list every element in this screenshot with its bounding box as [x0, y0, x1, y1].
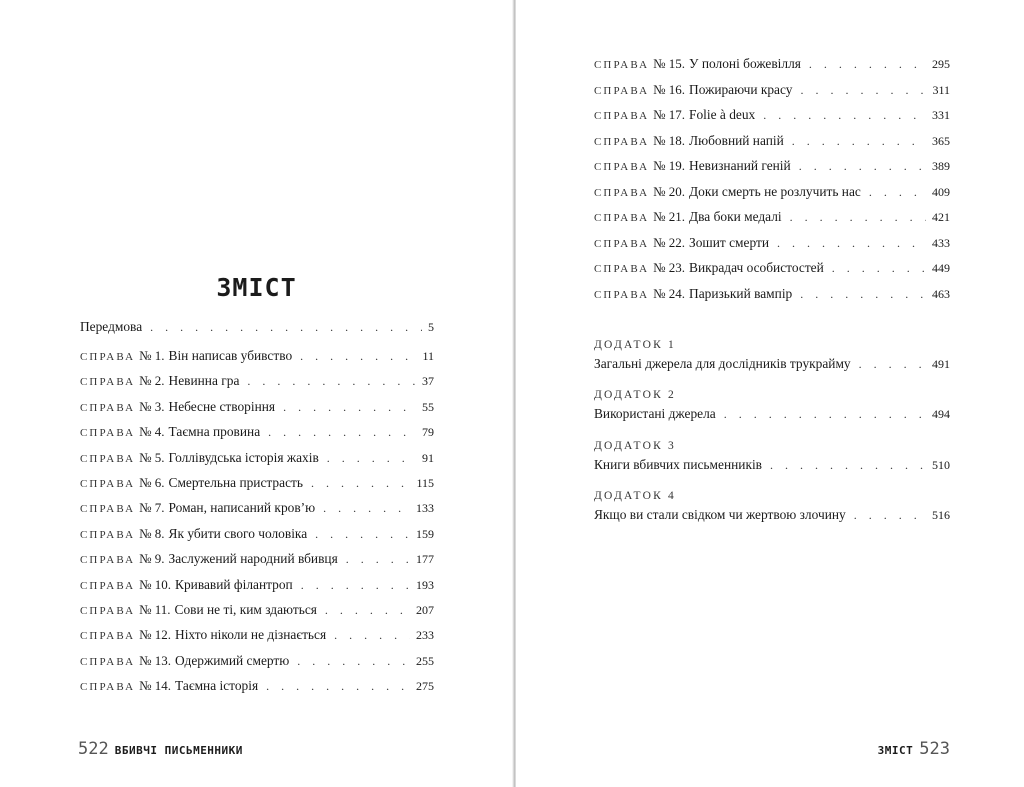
entry-page: 37 [422, 374, 434, 389]
case-label: СПРАВА [80, 427, 136, 440]
page-number: 523 [919, 739, 950, 759]
case-label: СПРАВА [80, 351, 136, 363]
entry-page: 491 [932, 357, 950, 371]
right-footer [878, 738, 950, 760]
entry-title: Невизнаний геній [689, 158, 791, 173]
case-number: № 13. [139, 652, 172, 668]
case-label: СПРАВА [594, 161, 650, 173]
dot-leader [724, 404, 926, 424]
case-label: СПРАВА [594, 263, 650, 275]
case-label: СПРАВА [80, 655, 136, 668]
running-head: ЗМІСТ [877, 744, 914, 757]
dot-leader [799, 156, 926, 176]
appendix-label: ДОДАТОК 2 [594, 389, 676, 402]
dot-leader [763, 105, 926, 125]
toc-entry-appendix[interactable] [594, 354, 950, 374]
case-label: СПРАВА [80, 605, 136, 617]
toc-entry-case[interactable] [594, 54, 950, 74]
entry-title: Пожираючи красу [689, 81, 793, 97]
entry-title: Викрадач особистостей [689, 260, 824, 275]
entry-title: Небесне створіння [168, 398, 276, 414]
entry-page: 421 [932, 210, 950, 224]
entry-title: Сови не ті, ким здаються [174, 602, 317, 617]
case-label: СПРАВА [594, 212, 650, 224]
case-label: СПРАВА [80, 452, 136, 465]
entry-page: 11 [422, 349, 434, 363]
case-label: СПРАВА [80, 401, 136, 414]
case-label: СПРАВА [80, 503, 136, 516]
toc-entry-case[interactable] [594, 258, 950, 278]
case-number: № 15. [653, 56, 686, 71]
toc-entry-case[interactable] [594, 182, 950, 202]
entry-title: Таємна історія [175, 678, 259, 694]
case-number: № 5. [139, 449, 165, 465]
entry-title: Кривавий філантроп [175, 576, 293, 592]
toc-entry-appendix[interactable] [594, 404, 950, 424]
case-number: № 21. [653, 209, 686, 224]
entry-title: Доки смерть не розлучить нас [689, 183, 861, 199]
case-label: СПРАВА [594, 84, 650, 97]
case-label: СПРАВА [80, 681, 136, 694]
entry-page: 91 [422, 450, 434, 465]
toc-entry-case[interactable] [594, 105, 950, 125]
dot-leader [800, 284, 926, 304]
entry-title: Використані джерела [594, 406, 716, 422]
case-label: СПРАВА [80, 528, 136, 541]
case-label: СПРАВА [594, 186, 650, 199]
entry-page: 275 [416, 679, 434, 694]
entry-title: Таємна провина [168, 424, 261, 440]
dot-leader [854, 505, 926, 525]
entry-page: 233 [416, 628, 434, 643]
case-number: № 4. [139, 424, 165, 440]
entry-page: 311 [932, 82, 950, 97]
entry-page: 516 [932, 507, 950, 522]
entry-page: 159 [416, 526, 434, 541]
case-label: СПРАВА [594, 237, 650, 250]
entry-page: 389 [932, 159, 950, 173]
toc-entry-case[interactable] [594, 284, 950, 304]
entry-page: 365 [932, 133, 950, 148]
case-label: СПРАВА [80, 554, 136, 567]
case-number: № 3. [139, 398, 165, 414]
appendix-label: ДОДАТОК 3 [594, 439, 676, 452]
appendix-label: ДОДАТОК 1 [594, 339, 676, 351]
dot-leader [770, 455, 926, 475]
entry-title: Книги вбивчих письменників [594, 456, 762, 472]
entry-page: 5 [428, 320, 434, 334]
dot-leader [800, 80, 926, 100]
entry-page: 331 [932, 108, 950, 122]
case-label: СПРАВА [80, 579, 136, 592]
entry-page: 115 [416, 476, 434, 490]
case-number: № 18. [653, 132, 686, 148]
entry-page: 177 [416, 552, 434, 567]
entry-page: 449 [932, 261, 950, 275]
case-label: СПРАВА [80, 478, 136, 490]
dot-leader [869, 182, 926, 202]
entry-page: 409 [932, 184, 950, 199]
dot-leader [790, 207, 926, 227]
entry-page: 494 [932, 407, 950, 422]
toc-entry-case[interactable] [594, 131, 950, 151]
entry-title: Заслужений народний вбивця [168, 551, 338, 567]
entry-title: Загальні джерела для дослідників трукрайму [594, 356, 851, 371]
entry-page: 193 [416, 577, 434, 592]
case-number: № 19. [653, 158, 686, 173]
entry-page: 510 [932, 457, 950, 472]
entry-title: Роман, написаний кров’ю [168, 500, 316, 516]
page-number: 522 [78, 739, 109, 759]
case-number: № 1. [139, 348, 165, 363]
case-label: СПРАВА [594, 135, 650, 148]
toc-title: ЗМІСТ [216, 273, 297, 302]
toc-entry-case[interactable] [594, 156, 950, 176]
entry-title: Зошит смерти [689, 234, 770, 250]
case-number: № 12. [139, 627, 172, 643]
case-number: № 2. [139, 373, 165, 389]
entry-title: Одержимий смертю [175, 652, 290, 668]
dot-leader [859, 354, 926, 374]
case-number: № 11. [139, 602, 171, 617]
toc-entry-case[interactable] [594, 80, 950, 100]
entry-title: Як убити свого чоловіка [168, 525, 308, 541]
entry-page: 55 [422, 399, 434, 414]
case-number: № 14. [139, 678, 172, 694]
case-label: СПРАВА [80, 630, 136, 643]
entry-page: 133 [416, 501, 434, 516]
case-number: № 6. [139, 475, 165, 490]
entry-page: 255 [416, 653, 434, 668]
case-number: № 22. [653, 234, 686, 250]
entry-title: Якщо ви стали свідком чи жертвою злочину [594, 506, 846, 522]
case-number: № 24. [653, 285, 686, 301]
running-head: ВБИВЧІ ПИСЬМЕННИКИ [114, 744, 243, 757]
case-label: СПРАВА [594, 59, 650, 71]
case-number: № 9. [139, 551, 165, 567]
entry-title: Голлівудська історія жахів [168, 449, 319, 465]
dot-leader [832, 258, 926, 278]
entry-title: У полоні божевілля [689, 56, 801, 71]
case-number: № 16. [653, 81, 686, 97]
dot-leader [792, 131, 926, 151]
case-number: № 8. [139, 525, 165, 541]
entry-title: Любовний напій [689, 132, 784, 148]
toc-entry-case[interactable] [594, 207, 950, 227]
entry-title: Смертельна пристрасть [168, 475, 303, 490]
entry-title: Передмова [80, 319, 143, 334]
case-number: № 17. [653, 107, 686, 122]
case-number: № 7. [139, 500, 165, 516]
toc-entry-case[interactable] [594, 233, 950, 253]
toc-entry-appendix[interactable] [594, 505, 950, 525]
case-label: СПРАВА [80, 376, 136, 389]
entry-title: Два боки медалі [689, 209, 782, 224]
entry-title: Folie à deux [689, 107, 756, 122]
toc-entry-appendix[interactable] [594, 455, 950, 475]
case-label: СПРАВА [594, 110, 650, 122]
entry-page: 463 [932, 286, 950, 301]
entry-title: Паризький вампір [689, 285, 793, 301]
case-number: № 20. [653, 183, 686, 199]
dot-leader [809, 54, 926, 74]
appendix-label: ДОДАТОК 4 [594, 489, 676, 502]
case-label: СПРАВА [594, 288, 650, 301]
entry-title: Ніхто ніколи не дізнається [175, 627, 327, 643]
case-number: № 23. [653, 260, 686, 275]
case-number: № 10. [139, 576, 172, 592]
dot-leader [777, 233, 926, 253]
entry-page: 207 [416, 603, 434, 617]
entry-page: 295 [932, 57, 950, 71]
entry-title: Він написав убивство [168, 348, 293, 363]
entry-page: 433 [932, 235, 950, 250]
entry-page: 79 [422, 425, 434, 440]
entry-title: Невинна гра [168, 373, 240, 389]
